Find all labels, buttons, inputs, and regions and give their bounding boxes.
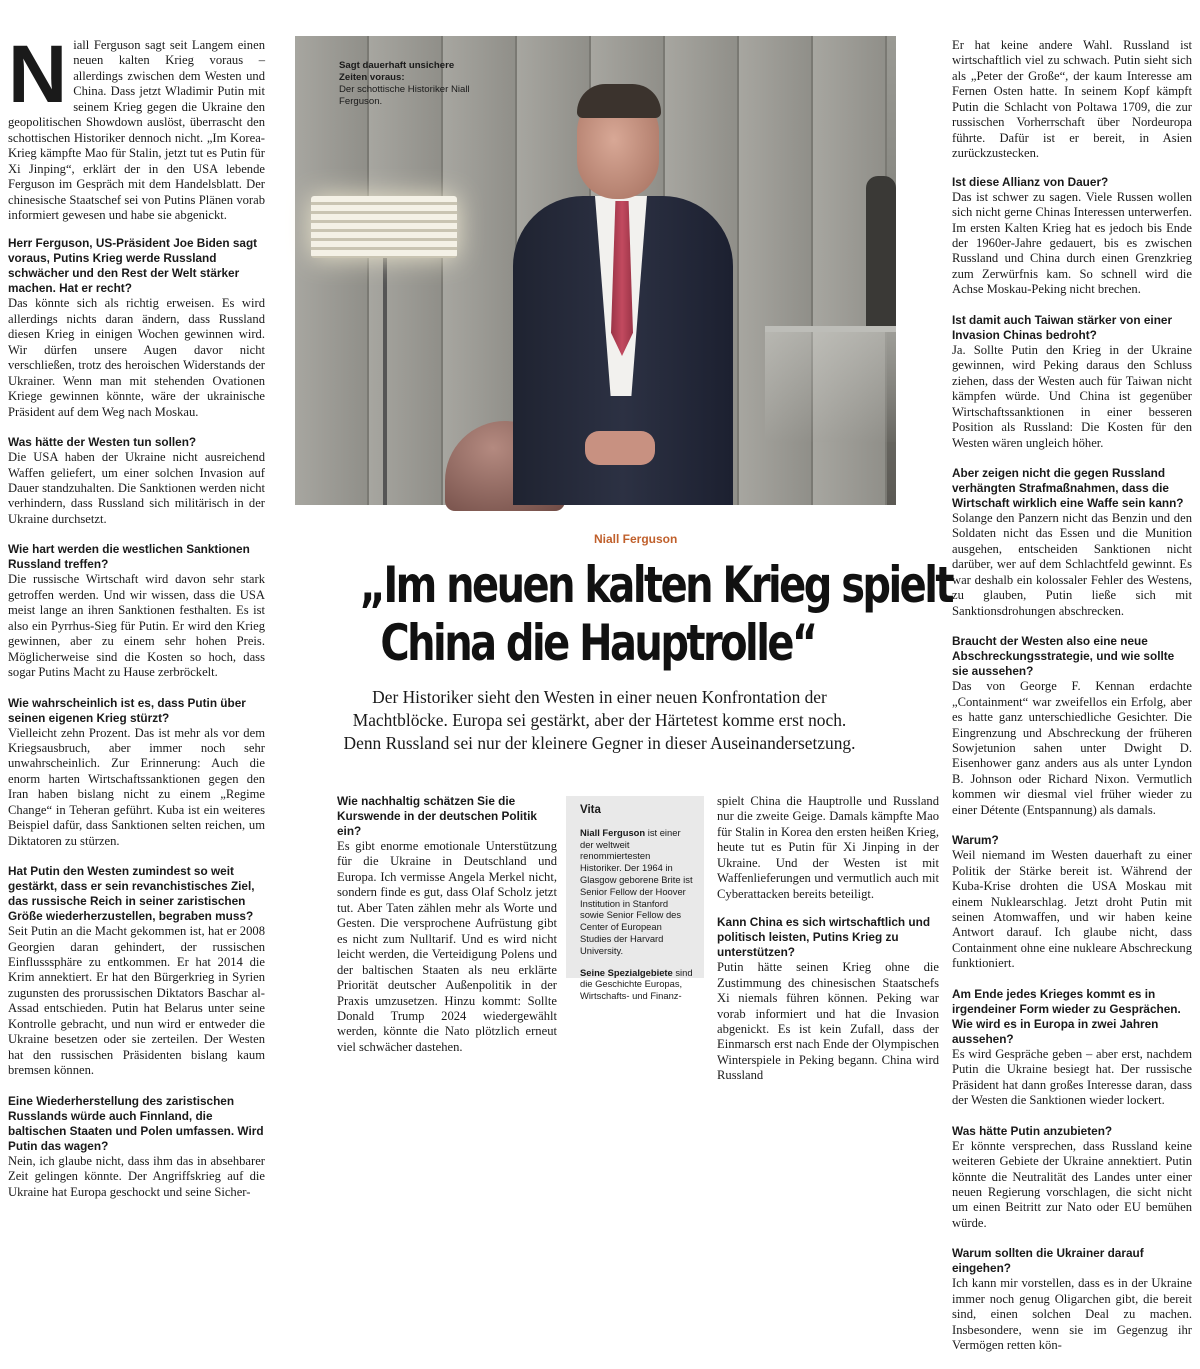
vita-specialties bbox=[580, 967, 694, 1002]
headline-line: China die Hauptrolle“ bbox=[380, 614, 816, 672]
headline-line: „Im neuen kalten Krieg spielt bbox=[359, 556, 952, 614]
answer: Nein, ich glaube nicht, dass ihm das in absehbarer Zeit gelingen könnte. Der Angriffskrieg auf die Ukraine hat Europa geschockt und seine Sicher- bbox=[8, 1153, 265, 1199]
vita-bio-text: ist einer der weltweit renommiertesten Historiker. Der 1964 in Glasgow geborene Brite ist Senior Fellow der Hoover Institution in Stanford sowie Senior Fellow des Center of European Studies der Harvard University. bbox=[580, 826, 693, 956]
answer: Ich kann mir vorstellen, dass es in der Ukraine immer noch genug Oligarchen gibt, die bereit sind, einen solchen Deal zu machen. Insbesondere, wenn sie im Gegenzug ihr Vermögen retten kön- bbox=[952, 1276, 1192, 1353]
glass-table bbox=[765, 332, 896, 442]
answer: Das von George F. Kennan erdachte „Containment“ war zweifellos ein Erfolg, aber es hatte ganz unterschiedliche Gesichter. Die Eingrenzung und Abschreckung der früheren Sowjetunion sahen unter Dwight D. Eisenhower ganz anders aus als unter Lyndon B. Johnson oder Richard Nixon. Vermutlich kommen wir diesmal viel früher wieder zu einer Détente (Entspannung) als damals. bbox=[952, 679, 1192, 817]
answer: Ja. Sollte Putin den Krieg in der Ukraine gewinnen, wird Peking daraus den Schluss ziehen, dass der Westen auch für Taiwan nicht kämpfen würde. Und China ist gegenüber Wirtschaftssanktionen in einer besseren Position als Russland: Die Kosten für den Westen wären ungleich höher. bbox=[952, 342, 1192, 450]
intro-text: iall Ferguson sagt seit Langem einen neuen kalten Krieg voraus – allerdings zwischen dem Westen und China. Dass jetzt Wladimir Putin mit seinem Krieg gegen die Ukraine den geopolitischen Showdown auslöst, überrascht den schottischen Historiker dennoch nicht. „Im Korea-Krieg kämpfte Mao für Stalin, jetzt tut es Putin für Xi Jinping“, erklärt der in den USA lebende Ferguson im Gespräch mit dem Handelsblatt. Der chinesische Staatschef sei von Putins Plänen vorab informiert gewesen und habe sie abgenickt. bbox=[8, 38, 265, 222]
right-column bbox=[952, 38, 1192, 1369]
question: Was hätte Putin anzubieten? bbox=[952, 1123, 1113, 1138]
answer: Das könnte sich als richtig erweisen. Es wird allerdings nichts daran ändern, dass Russland diesen Krieg in einigen Wochen gewinnen wird. Wir dürfen unsere Augen davor nicht verschließen, trotz des heroischen Widerstands der Ukrainer. Wenn man mit stehenden Ovationen Kriege gewinnen könnte, wäre der ukrainische Präsident auf dem Weg nach Moskau. bbox=[8, 296, 265, 419]
question: Wie hart werden die westlichen Sanktionen Russland treffen? bbox=[8, 542, 250, 572]
deck-line: Der Historiker sieht den Westen in einer neuen Konfrontation der bbox=[372, 687, 827, 707]
question: Kann China es sich wirtschaftlich und politisch leisten, Putins Krieg zu unterstützen? bbox=[717, 915, 931, 960]
answer: Solange den Panzern nicht das Benzin und den Soldaten nicht das Essen und die Munition ausgehen, entscheiden Sanktionen nicht darüber, wer auf dem Schlachtfeld gewinnt. Es war deshalb ein kolossaler Fehler des Westens, zu glauben, Putin ließe sich mit Sanktionsdrohungen abschrecken. bbox=[952, 510, 1192, 618]
folded-hands bbox=[585, 431, 655, 465]
hair bbox=[577, 84, 661, 118]
question: Wie nachhaltig schätzen Sie die Kurswende in der deutschen Politik ein? bbox=[337, 794, 537, 838]
vita-bio bbox=[580, 827, 694, 957]
intro-paragraph bbox=[8, 29, 265, 223]
continuation-paragraph: spielt China die Hauptrolle und Russland nur die zweite Geige. Damals kämpfte Mao für Stalin in Korea den ersten heißen Krieg, heute tut es Putin für Xi Jinping in der Ukraine. Und der Westen ist mit Waffenlieferungen und vermutlich auch mit Cyberattacken bereits beteiligt. bbox=[717, 794, 939, 901]
question: Herr Ferguson, US-Präsident Joe Biden sagt voraus, Putins Krieg werde Russland schwächer und den Rest der Welt stärker machen. Hat er recht? bbox=[8, 236, 258, 296]
vita-name: Niall Ferguson bbox=[580, 826, 646, 838]
caption-text: Der schottische Historiker Niall Ferguson. bbox=[339, 84, 470, 107]
vita-spec-label: Seine Spezialgebiete bbox=[580, 966, 673, 978]
answer: Er könnte versprechen, dass Russland keine weiteren Gebiete der Ukraine annektiert. Putin könnte die Neutralität des Landes unter einer neuen Regierung vorschlagen, die sicht nicht um einen Beitritt zur Nato oder EU bemühen würde. bbox=[952, 1138, 1192, 1230]
question: Ist damit auch Taiwan stärker von einer Invasion Chinas bedroht? bbox=[952, 312, 1173, 342]
answer: Die USA haben der Ukraine nicht ausreichend Waffen geliefert, um einer solchen Invasion auf Dauer standzuhalten. Die Sanktionen werden nicht verhindern, dass Russland sich militärisch in der Ukraine durchsetzt. bbox=[8, 450, 265, 526]
vita-spec-text: sind die Geschichte Europas, Wirtschafts- und Finanz- bbox=[580, 966, 693, 1002]
floor-lamp-stem bbox=[383, 251, 387, 505]
caption-bold: Sagt dauerhaft unsichere Zeiten voraus: bbox=[339, 60, 455, 83]
answer: Putin hätte seinen Krieg ohne die Zustimmung des chinesischen Staatschefs Xi niemals führen können. Peking war vorab informiert und hat die Invasion abgenickt. Es ist kein Zufall, dass der Einmarsch erst nach Ende der Olympischen Winterspiele in Peking begann. China wird Russland bbox=[717, 960, 939, 1083]
question: Aber zeigen nicht die gegen Russland verhängten Strafmaßnahmen, dass die Wirtschaft wirklich eine Waffe sein kann? bbox=[952, 465, 1184, 510]
deck-line: Machtblöcke. Europa sei gestärkt, aber der Härtetest komme erst noch. bbox=[352, 710, 847, 730]
bottom-column-3 bbox=[717, 794, 939, 1099]
kicker: Niall Ferguson bbox=[594, 532, 678, 546]
drop-cap: N bbox=[8, 29, 68, 120]
left-column bbox=[8, 29, 265, 1215]
vita-box bbox=[566, 796, 704, 1002]
answer: Vielleicht zehn Prozent. Das ist mehr als vor dem Kriegsausbruch, aber immer noch sehr unwahrscheinlich. Zur Erinnerung: Auch die enorm harten Wirtschaftssanktionen gegen den Iran haben bislang nicht zu einem „Regime Change“ in Teheran geführt. Kuba ist ein weiteres Beispiel dafür, dass Sanktionen selten reichen, um Diktatoren zu stürzen. bbox=[8, 725, 265, 848]
answer: Es wird Gespräche geben – aber erst, nachdem Putin die Ukraine besiegt hat. Der russische Präsident hat dann großes Interesse daran, dass der Westen die Sanktionen wieder lockert. bbox=[952, 1046, 1192, 1108]
question: Ist diese Allianz von Dauer? bbox=[952, 174, 1109, 189]
question: Warum? bbox=[952, 833, 999, 848]
question: Wie wahrscheinlich ist es, dass Putin über seinen eigenen Krieg stürzt? bbox=[8, 695, 246, 725]
bottom-column-1 bbox=[337, 794, 557, 1070]
deck bbox=[312, 686, 887, 755]
deck-line: Denn Russland sei nur der kleinere Gegner in dieser Auseinandersetzung. bbox=[343, 733, 856, 753]
portrait-photo bbox=[295, 36, 896, 505]
glass-table-top bbox=[765, 326, 896, 332]
headline bbox=[359, 556, 952, 672]
question: Am Ende jedes Krieges kommt es in irgendeiner Form wieder zu Gesprächen. Wie wird es in Europa in zwei Jahren aussehen? bbox=[952, 986, 1181, 1046]
question: Eine Wiederherstellung des zaristischen Russlands würde auch Finnland, die baltischen Staaten und Polen umfassen. Wird Putin das wagen? bbox=[8, 1093, 264, 1153]
question: Warum sollten die Ukrainer darauf eingehen? bbox=[952, 1246, 1144, 1276]
question: Braucht der Westen also eine neue Abschreckungsstrategie, und wie sollte sie aussehen? bbox=[952, 634, 1175, 679]
answer: Es gibt enorme emotionale Unterstützung für die Ukraine in Deutschland und Europa. Ich vermisse Angela Merkel nicht, sondern finde es gut, dass Olaf Scholz jetzt tut. Aber Taten zählen mehr als Worte und Gesten. Die versprochene Aufrüstung gibt es nicht zum Nulltarif. Und es wird nicht leicht werden, die Verteidigung Polens und der baltischen Staaten als neu erklärte Priorität deutscher Außenpolitik in der Praxis umzusetzen. Hinzu kommt: Sollte Donald Trump 2024 wiedergewählt werden, könnte die Nato plötzlich erneut viel schwächer dastehen. bbox=[337, 839, 557, 1054]
answer: Weil niemand im Westen dauerhaft zu einer Politik der Stärke bereit ist. Während der Kuba-Krise drohten die USA Moskau mit einem Nuklearschlag. Jetzt droht Putin mit seinen Atomwaffen, und wir haben keine Antwort darauf. Ich glaube nicht, dass Containment ohne eine nukleare Abschreckung funktioniert. bbox=[952, 848, 1192, 971]
vita-title: Vita bbox=[580, 804, 601, 816]
question: Was hätte der Westen tun sollen? bbox=[8, 435, 197, 450]
answer: Die russische Wirtschaft wird davon sehr stark getroffen werden. Und wir wissen, dass die USA meist lange an ihren Sanktionen festhalten. Es ist also ein Pyrrhus-Sieg für Putin. Er wird den Krieg gewinnen, aber zu einem sehr hohen Preis. Möglicherweise sind die Kosten so hoch, dass sogar Putins Macht zu Hause zerbröckelt. bbox=[8, 572, 265, 680]
continuation-paragraph: Er hat keine andere Wahl. Russland ist wirtschaftlich viel zu schwach. Putin sieht sich als „Peter der Große“, der kaum Interesse am Fernen Osten hatte. In seinem Kopf kämpft Putin die Schlacht von Poltawa 1709, die zur russischen Vorherrschaft über Nordeuropa führte. Dafür ist er bereit, in Asien zurückzustecken. bbox=[952, 38, 1192, 161]
floor-lamp-shade bbox=[311, 196, 457, 258]
question: Hat Putin den Westen zumindest so weit gestärkt, dass er sein revanchistisches Ziel, das russische Reich in seiner zaristischen Größe wiederherzustellen, begraben muss? bbox=[8, 864, 255, 924]
answer: Das ist schwer zu sagen. Viele Russen wollen sich nicht gerne Chinas Interessen unterwerfen. Im ersten Kalten Krieg hat es jedoch bis Ende der 1960er-Jahre gedauert, bis es zwischen Russland und China durch einen Grenzkrieg zum Zerwürfnis kam. So schnell wird die Achse Moskau-Peking nicht brechen. bbox=[952, 189, 1192, 297]
background-person bbox=[866, 176, 896, 326]
photo-caption bbox=[339, 60, 479, 108]
answer: Seit Putin an die Macht gekommen ist, hat er 2008 Georgien daran gehindert, der russischen Einflusssphäre zu entkommen. Er hat 2014 die Krim annektiert. Er hat den Bürgerkrieg in Syrien zugunsten des prorussischen Diktators Baschar al-Assad entschieden. Putin hat Belarus unter seine Kontrolle gebracht, und nun wird er entweder die Ukraine besetzen oder sie zerteilen. Der Westen hat den russischen Präsidenten bislang kaum bremsen können. bbox=[8, 924, 265, 1078]
